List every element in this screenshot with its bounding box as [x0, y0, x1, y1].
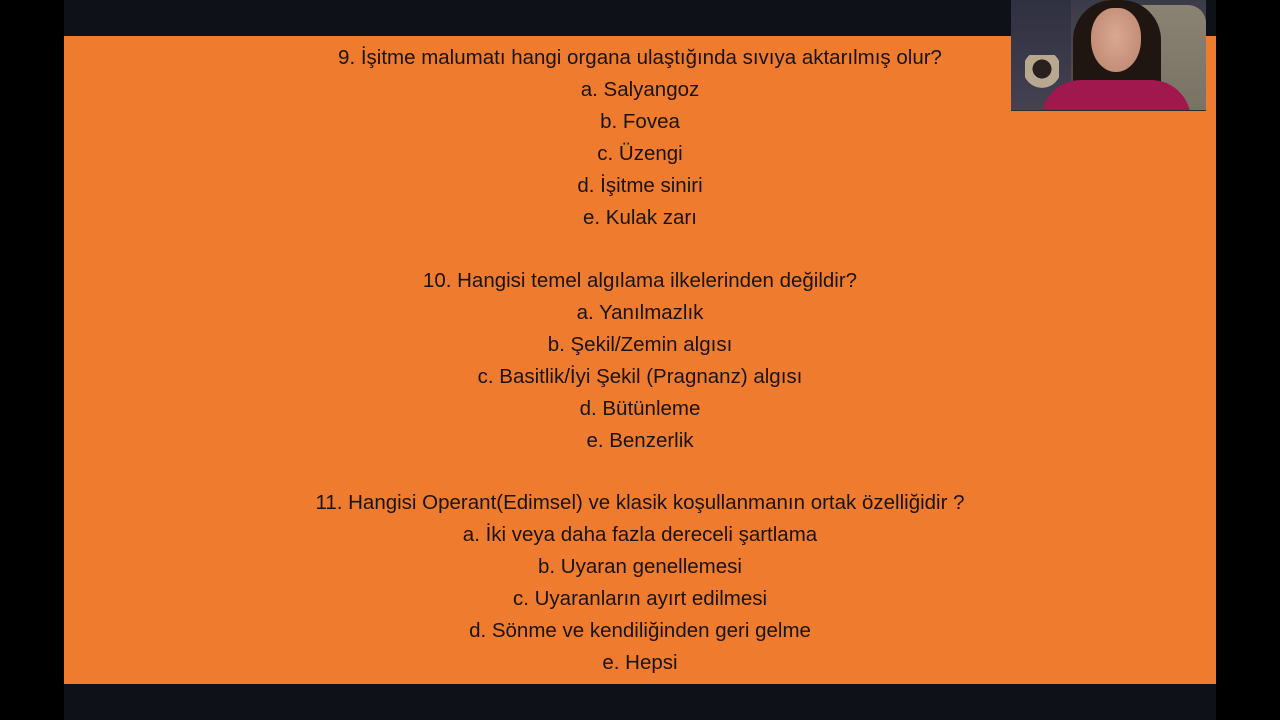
- question-11-option-b: b. Uyaran genellemesi: [538, 555, 742, 578]
- question-10-option-c: c. Basitlik/İyi Şekil (Pragnanz) algısı: [477, 365, 803, 388]
- question-11-option-a: a. İki veya daha fazla dereceli şartlama: [462, 523, 818, 546]
- question-9-option-b: b. Fovea: [600, 110, 680, 133]
- question-10-option-b: b. Şekil/Zemin algısı: [547, 333, 733, 356]
- question-9-text: 9. İşitme malumatı hangi organa ulaştığında sıvıya aktarılmış olur?: [338, 46, 942, 69]
- presenter-webcam: [1011, 0, 1206, 111]
- question-9-option-d: d. İşitme siniri: [577, 174, 703, 197]
- question-10-option-a: a. Yanılmazlık: [576, 301, 704, 324]
- question-9-option-e: e. Kulak zarı: [583, 206, 697, 229]
- question-9-option-c: c. Üzengi: [597, 142, 683, 165]
- question-10-option-d: d. Bütünleme: [579, 397, 701, 420]
- question-10-text: 10. Hangisi temel algılama ilkelerinden değildir?: [422, 269, 858, 292]
- question-11-text: 11. Hangisi Operant(Edimsel) ve klasik koşullanmanın ortak özelliğidir ?: [315, 491, 965, 514]
- question-10-option-e: e. Benzerlik: [586, 429, 694, 452]
- question-11-option-d: d. Sönme ve kendiliğinden geri gelme: [469, 619, 811, 642]
- question-9-option-a: a. Salyangoz: [580, 78, 700, 101]
- question-11-option-e: e. Hepsi: [602, 651, 678, 674]
- presenter-face: [1091, 8, 1141, 72]
- question-11-option-c: c. Uyaranların ayırt edilmesi: [512, 587, 768, 610]
- presenter-shirt: [1041, 80, 1191, 111]
